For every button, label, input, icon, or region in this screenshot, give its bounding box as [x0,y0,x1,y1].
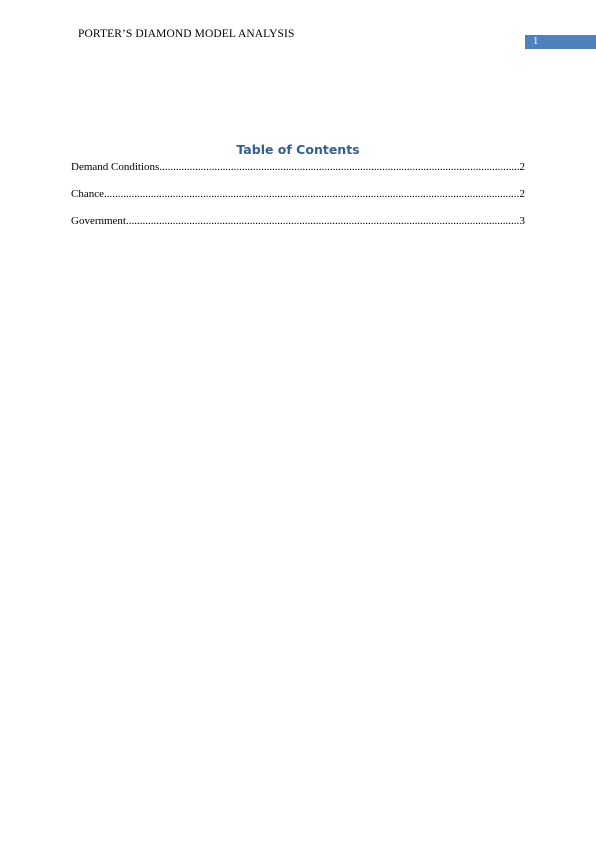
toc-entry-page[interactable]: 2 [519,188,525,200]
toc-title: Table of Contents [236,142,360,157]
toc-dot-leader [104,187,519,201]
toc-dot-leader [159,160,518,174]
toc-entry-government[interactable] [71,214,525,228]
toc-entry-page[interactable]: 2 [519,161,525,173]
toc-list [71,160,525,241]
running-head: PORTER’S DIAMOND MODEL ANALYSIS [78,28,295,40]
toc-entry-label[interactable]: Government [71,215,126,227]
toc-dot-leader [126,214,519,228]
page-number: 1 [533,36,539,47]
toc-entry-demand-conditions[interactable] [71,160,525,174]
toc-entry-label[interactable]: Chance [71,188,104,200]
toc-entry-label[interactable]: Demand Conditions [71,161,160,173]
page-number-badge [525,35,596,49]
toc-entry-chance[interactable] [71,187,525,201]
toc-entry-page[interactable]: 3 [519,215,525,227]
